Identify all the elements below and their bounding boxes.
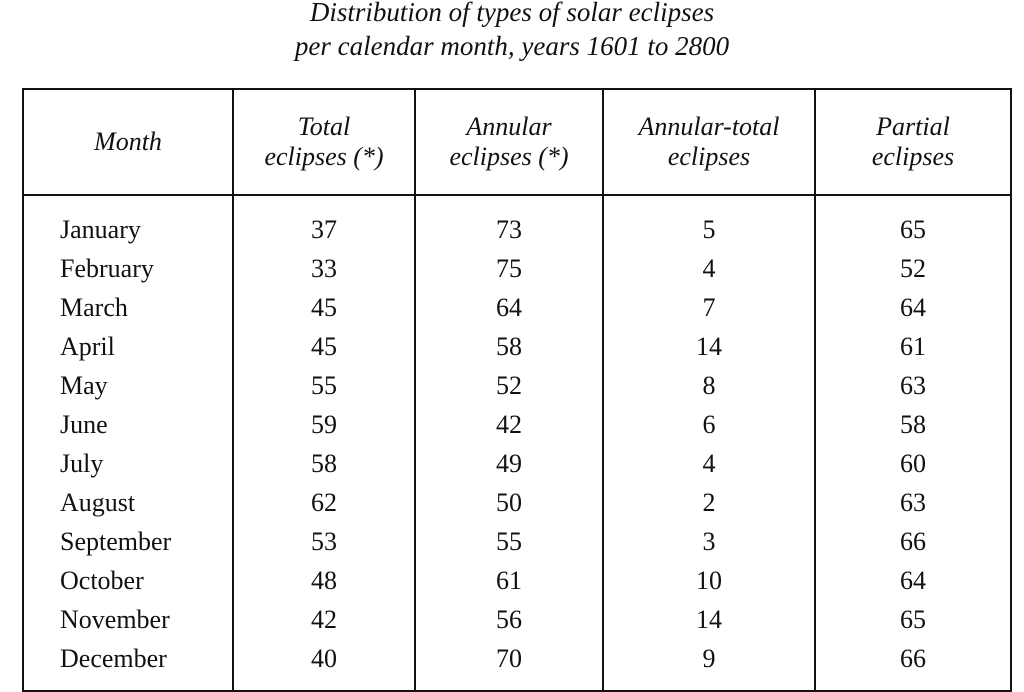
header-total-line-1: Total xyxy=(297,112,351,141)
annular-cell: 61 xyxy=(415,561,603,600)
table-row xyxy=(23,366,1011,405)
partial-cell: 63 xyxy=(815,366,1011,405)
annular-cell: 70 xyxy=(415,639,603,691)
table-row xyxy=(23,561,1011,600)
total-cell: 37 xyxy=(233,195,415,249)
month-cell: July xyxy=(23,444,233,483)
table-row xyxy=(23,249,1011,288)
partial-cell: 66 xyxy=(815,522,1011,561)
partial-cell: 58 xyxy=(815,405,1011,444)
annular-cell: 42 xyxy=(415,405,603,444)
annular-total-cell: 10 xyxy=(603,561,815,600)
total-cell: 62 xyxy=(233,483,415,522)
total-cell: 45 xyxy=(233,327,415,366)
annular-total-cell: 6 xyxy=(603,405,815,444)
header-total xyxy=(233,89,415,195)
annular-cell: 55 xyxy=(415,522,603,561)
header-partial-line-2: eclipses xyxy=(871,142,955,171)
partial-cell: 65 xyxy=(815,600,1011,639)
annular-total-cell: 4 xyxy=(603,444,815,483)
eclipse-distribution-table xyxy=(22,88,1012,692)
month-cell: August xyxy=(23,483,233,522)
header-partial-line-1: Partial xyxy=(876,112,950,141)
header-row xyxy=(23,89,1011,195)
header-annular-total-line-2: eclipses xyxy=(667,142,751,171)
annular-total-cell: 4 xyxy=(603,249,815,288)
header-annular-total-line-1: Annular-total xyxy=(638,112,780,141)
header-annular-line-1: Annular xyxy=(466,112,552,141)
annular-cell: 52 xyxy=(415,366,603,405)
annular-total-cell: 9 xyxy=(603,639,815,691)
table-row xyxy=(23,522,1011,561)
total-cell: 48 xyxy=(233,561,415,600)
month-cell: March xyxy=(23,288,233,327)
partial-cell: 65 xyxy=(815,195,1011,249)
total-cell: 40 xyxy=(233,639,415,691)
annular-total-cell: 5 xyxy=(603,195,815,249)
month-cell: November xyxy=(23,600,233,639)
title-line-1: Distribution of types of solar eclipses xyxy=(309,0,715,27)
partial-cell: 64 xyxy=(815,561,1011,600)
month-cell: April xyxy=(23,327,233,366)
title-line-2: per calendar month, years 1601 to 2800 xyxy=(294,31,730,61)
table-row xyxy=(23,483,1011,522)
partial-cell: 66 xyxy=(815,639,1011,691)
annular-total-cell: 14 xyxy=(603,600,815,639)
month-cell: September xyxy=(23,522,233,561)
table-row xyxy=(23,405,1011,444)
annular-total-cell: 3 xyxy=(603,522,815,561)
month-cell: May xyxy=(23,366,233,405)
annular-total-cell: 14 xyxy=(603,327,815,366)
annular-cell: 64 xyxy=(415,288,603,327)
month-cell: February xyxy=(23,249,233,288)
table-row xyxy=(23,288,1011,327)
header-total-line-2: eclipses (*) xyxy=(264,142,384,171)
table-row xyxy=(23,195,1011,249)
header-annular xyxy=(415,89,603,195)
annular-cell: 58 xyxy=(415,327,603,366)
total-cell: 45 xyxy=(233,288,415,327)
table-row xyxy=(23,600,1011,639)
annular-total-cell: 8 xyxy=(603,366,815,405)
total-cell: 59 xyxy=(233,405,415,444)
header-partial xyxy=(815,89,1011,195)
header-annular-line-2: eclipses (*) xyxy=(449,142,569,171)
total-cell: 53 xyxy=(233,522,415,561)
table-row xyxy=(23,639,1011,691)
partial-cell: 60 xyxy=(815,444,1011,483)
table-row xyxy=(23,327,1011,366)
total-cell: 42 xyxy=(233,600,415,639)
annular-total-cell: 7 xyxy=(603,288,815,327)
annular-cell: 75 xyxy=(415,249,603,288)
annular-cell: 56 xyxy=(415,600,603,639)
header-month xyxy=(23,89,233,195)
header-month-label: Month xyxy=(94,127,162,156)
total-cell: 58 xyxy=(233,444,415,483)
partial-cell: 52 xyxy=(815,249,1011,288)
month-cell: June xyxy=(23,405,233,444)
partial-cell: 64 xyxy=(815,288,1011,327)
annular-cell: 49 xyxy=(415,444,603,483)
annular-cell: 50 xyxy=(415,483,603,522)
annular-total-cell: 2 xyxy=(603,483,815,522)
month-cell: January xyxy=(23,195,233,249)
month-cell: December xyxy=(23,639,233,691)
partial-cell: 63 xyxy=(815,483,1011,522)
total-cell: 33 xyxy=(233,249,415,288)
table-row xyxy=(23,444,1011,483)
annular-cell: 73 xyxy=(415,195,603,249)
partial-cell: 61 xyxy=(815,327,1011,366)
total-cell: 55 xyxy=(233,366,415,405)
header-annular-total xyxy=(603,89,815,195)
month-cell: October xyxy=(23,561,233,600)
